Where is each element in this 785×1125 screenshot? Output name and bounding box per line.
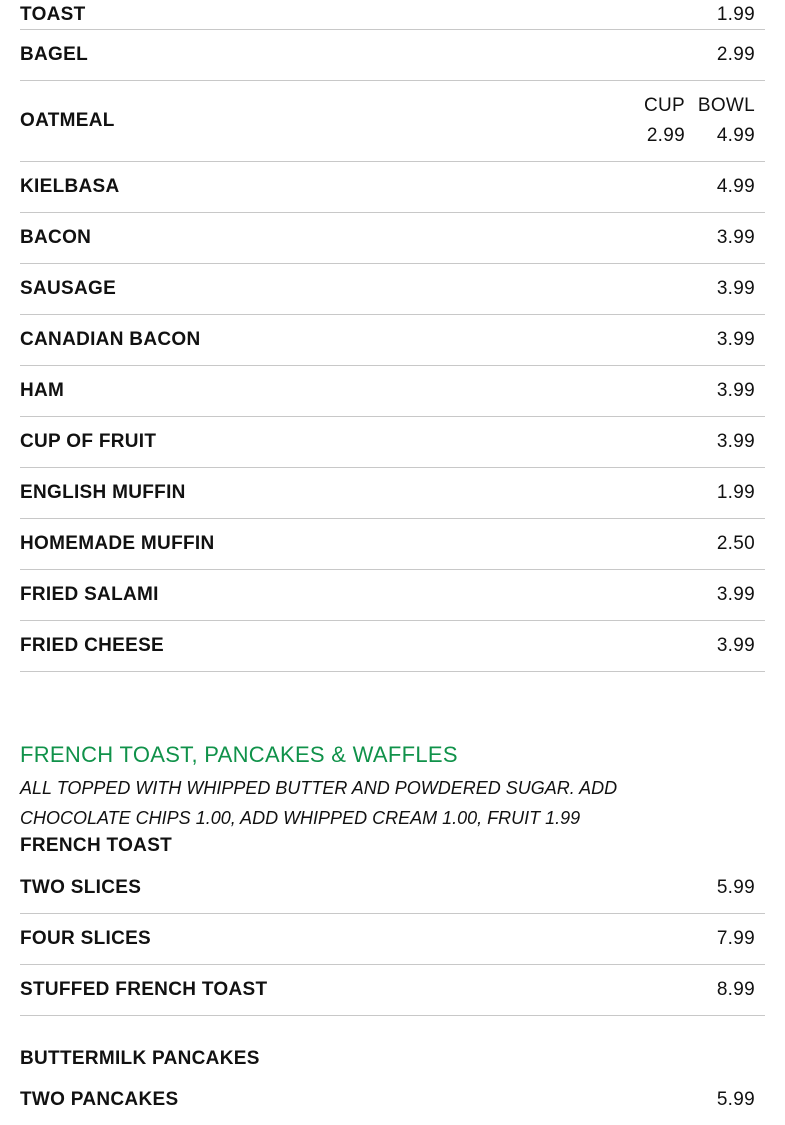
- item-name: TWO SLICES: [20, 877, 142, 898]
- menu-item-ham: [20, 366, 765, 417]
- subsection-heading-french-toast: FRENCH TOAST: [20, 835, 173, 856]
- menu-item-toast: [20, 0, 765, 30]
- item-price: 2.50: [716, 533, 755, 554]
- item-name: KIELBASA: [20, 176, 120, 197]
- french-toast-list: [20, 863, 765, 1016]
- item-price: 1.99: [716, 482, 755, 503]
- section-title: FRENCH TOAST, PANCAKES & WAFFLES: [20, 742, 458, 767]
- menu-item-canadian-bacon: [20, 315, 765, 366]
- item-price: 3.99: [716, 227, 755, 248]
- sides-list: [20, 0, 765, 672]
- size-price-cup: 2.99: [646, 125, 685, 146]
- item-name: HAM: [20, 380, 65, 401]
- menu-item-sausage: [20, 264, 765, 315]
- item-price: 5.99: [716, 877, 755, 898]
- menu-item-kielbasa: [20, 162, 765, 213]
- item-price: 5.99: [716, 1089, 755, 1110]
- item-name: FOUR SLICES: [20, 928, 152, 949]
- menu-item-bacon: [20, 213, 765, 264]
- item-name: OATMEAL: [20, 110, 115, 131]
- item-price: 3.99: [716, 329, 755, 350]
- item-price: 1.99: [716, 3, 755, 25]
- item-price: 8.99: [716, 979, 755, 1000]
- pancakes-list: [20, 1076, 765, 1124]
- menu-item-stuffed-french-toast: [20, 965, 765, 1016]
- menu-item-english-muffin: [20, 468, 765, 519]
- menu-item-cup-of-fruit: [20, 417, 765, 468]
- item-name: CANADIAN BACON: [20, 329, 201, 350]
- item-price: 7.99: [716, 928, 755, 949]
- item-name: TWO PANCAKES: [20, 1089, 179, 1110]
- item-name: HOMEMADE MUFFIN: [20, 533, 215, 554]
- item-name: BAGEL: [20, 44, 88, 65]
- item-price: 3.99: [716, 380, 755, 401]
- item-name: ENGLISH MUFFIN: [20, 482, 186, 503]
- item-price: 3.99: [716, 584, 755, 605]
- item-price: 3.99: [716, 635, 755, 656]
- item-price: 3.99: [716, 278, 755, 299]
- menu-item-two-slices: [20, 863, 765, 914]
- item-name: CUP OF FRUIT: [20, 431, 157, 452]
- menu-item-oatmeal: [20, 81, 765, 162]
- item-name: FRIED CHEESE: [20, 635, 165, 656]
- size-label-cup: CUP: [643, 95, 685, 116]
- item-name: STUFFED FRENCH TOAST: [20, 979, 268, 1000]
- size-price-bowl: 4.99: [716, 125, 755, 146]
- item-price: 2.99: [716, 44, 755, 65]
- item-name: TOAST: [20, 3, 86, 25]
- menu-item-homemade-muffin: [20, 519, 765, 570]
- subsection-heading-pancakes: BUTTERMILK PANCAKES: [20, 1048, 260, 1069]
- item-name: BACON: [20, 227, 92, 248]
- menu-item-fried-salami: [20, 570, 765, 621]
- menu-item-fried-cheese: [20, 621, 765, 672]
- menu-item-two-pancakes: [20, 1076, 765, 1124]
- item-price: 4.99: [716, 176, 755, 197]
- section-description: ALL TOPPED WITH WHIPPED BUTTER AND POWDERED SUGAR. ADD CHOCOLATE CHIPS 1.00, ADD WHIPPED CREAM 1.00, FRUIT 1.99: [20, 778, 618, 828]
- menu-item-four-slices: [20, 914, 765, 965]
- size-prices: [635, 91, 765, 151]
- item-name: FRIED SALAMI: [20, 584, 159, 605]
- item-name: SAUSAGE: [20, 278, 117, 299]
- size-label-bowl: BOWL: [697, 95, 755, 116]
- menu-item-bagel: [20, 30, 765, 81]
- item-price: 3.99: [716, 431, 755, 452]
